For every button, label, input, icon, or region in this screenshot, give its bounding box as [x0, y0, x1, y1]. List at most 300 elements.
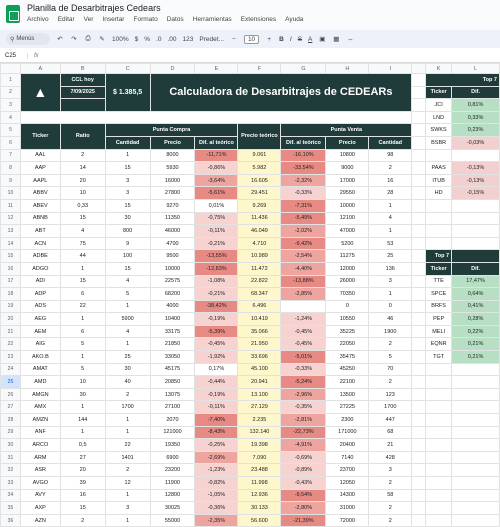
ratio-cell[interactable]: 22	[60, 300, 105, 313]
sell-qty-cell[interactable]: 136	[369, 262, 412, 275]
merge-icon[interactable]: ⇔	[347, 35, 354, 43]
col-header[interactable]: G	[281, 64, 326, 74]
row-header[interactable]: 24	[1, 363, 21, 376]
buy-qty-cell[interactable]: 3	[105, 502, 150, 515]
buy-price-cell[interactable]: 23200	[150, 464, 195, 477]
buy-qty-cell[interactable]: 12	[105, 477, 150, 490]
sell-diff-cell[interactable]: -13,88%	[281, 275, 326, 288]
buy-qty-cell[interactable]: 5900	[105, 313, 150, 326]
buy-diff-cell[interactable]: -0,44%	[195, 376, 238, 389]
theoretical-price-cell[interactable]: 22.822	[238, 275, 281, 288]
sell-qty-cell[interactable]: 123	[369, 388, 412, 401]
ratio-cell[interactable]: 20	[60, 464, 105, 477]
sell-qty-cell[interactable]: 1	[369, 288, 412, 301]
row-header[interactable]: 6	[1, 136, 21, 149]
sell-price-cell[interactable]: 13500	[326, 388, 369, 401]
ticker-cell[interactable]: AEM	[20, 325, 60, 338]
buy-qty-cell[interactable]: 2	[105, 388, 150, 401]
sell-price-cell[interactable]: 22050	[326, 338, 369, 351]
sell-diff-cell[interactable]: -4,91%	[281, 439, 326, 452]
corner-cell[interactable]	[1, 64, 21, 74]
buy-qty-cell[interactable]: 1	[105, 300, 150, 313]
buy-price-cell[interactable]: 46000	[150, 225, 195, 238]
sell-diff-cell[interactable]: -2,54%	[281, 250, 326, 263]
theoretical-price-cell[interactable]: 4.710	[238, 237, 281, 250]
buy-price-cell[interactable]: 5930	[150, 162, 195, 175]
sell-qty-cell[interactable]: 2	[369, 162, 412, 175]
sell-qty-cell[interactable]: 0	[369, 300, 412, 313]
theoretical-price-cell[interactable]: 45.100	[238, 363, 281, 376]
ticker-cell[interactable]: AMD	[20, 376, 60, 389]
sell-price-cell[interactable]: 72000	[326, 514, 369, 527]
theoretical-price-cell[interactable]: 13.100	[238, 388, 281, 401]
col-header[interactable]: K	[426, 64, 452, 74]
buy-qty-cell[interactable]: 1	[105, 426, 150, 439]
ratio-cell[interactable]: 6	[60, 325, 105, 338]
sell-price-cell[interactable]: 9000	[326, 162, 369, 175]
buy-qty-cell[interactable]: 40	[105, 376, 150, 389]
sell-price-cell[interactable]: 5200	[326, 237, 369, 250]
ticker-cell[interactable]: AAL	[20, 149, 60, 162]
buy-price-cell[interactable]: 45175	[150, 363, 195, 376]
sell-qty-cell[interactable]: 447	[369, 414, 412, 427]
ratio-cell[interactable]: 16	[60, 489, 105, 502]
buy-price-cell[interactable]: 55000	[150, 514, 195, 527]
row-header[interactable]: 22	[1, 338, 21, 351]
buy-diff-cell[interactable]: -3,64%	[195, 174, 238, 187]
buy-qty-cell[interactable]: 100	[105, 250, 150, 263]
ratio-cell[interactable]: 10	[60, 376, 105, 389]
buy-diff-cell[interactable]: -5,39%	[195, 325, 238, 338]
row-header[interactable]: 36	[1, 514, 21, 527]
row-header[interactable]: 20	[1, 313, 21, 326]
ticker-cell[interactable]: ARM	[20, 451, 60, 464]
buy-price-cell[interactable]: 27100	[150, 401, 195, 414]
ticker-cell[interactable]: ABNB	[20, 212, 60, 225]
buy-qty-cell[interactable]: 30	[105, 363, 150, 376]
more-formats-button[interactable]: 123	[182, 35, 194, 43]
sell-diff-cell[interactable]: -0,89%	[281, 464, 326, 477]
sell-diff-cell[interactable]: -0,45%	[281, 325, 326, 338]
buy-price-cell[interactable]: 30025	[150, 502, 195, 515]
buy-diff-cell[interactable]: -0,25%	[195, 439, 238, 452]
row-header[interactable]: 18	[1, 288, 21, 301]
ratio-cell[interactable]: 15	[60, 212, 105, 225]
ratio-cell[interactable]: 5	[60, 363, 105, 376]
name-box[interactable]: C25	[0, 53, 28, 59]
sell-diff-cell[interactable]: -1,24%	[281, 313, 326, 326]
buy-qty-cell[interactable]: 1	[105, 489, 150, 502]
italic-button[interactable]: I	[289, 35, 292, 43]
ratio-cell[interactable]: 6	[60, 288, 105, 301]
ratio-cell[interactable]: 15	[60, 275, 105, 288]
theoretical-price-cell[interactable]: 7.090	[238, 451, 281, 464]
ticker-cell[interactable]: AKO.B	[20, 351, 60, 364]
buy-diff-cell[interactable]: -1,23%	[195, 464, 238, 477]
sell-diff-cell[interactable]: -21,39%	[281, 514, 326, 527]
theoretical-price-cell[interactable]: 6.496	[238, 300, 281, 313]
buy-price-cell[interactable]: 12800	[150, 489, 195, 502]
buy-diff-cell[interactable]: -38,42%	[195, 300, 238, 313]
sell-price-cell[interactable]: 171000	[326, 426, 369, 439]
text-color-button[interactable]: A	[308, 35, 313, 43]
undo-icon[interactable]: ↶	[57, 36, 63, 43]
plus-icon[interactable]: +	[267, 35, 272, 43]
row-header[interactable]: 3	[1, 99, 21, 112]
buy-diff-cell[interactable]: -2,35%	[195, 514, 238, 527]
buy-diff-cell[interactable]: -1,92%	[195, 351, 238, 364]
sell-price-cell[interactable]: 35475	[326, 351, 369, 364]
buy-price-cell[interactable]: 4700	[150, 237, 195, 250]
buy-price-cell[interactable]: 13075	[150, 388, 195, 401]
ratio-cell[interactable]: 2	[60, 514, 105, 527]
buy-qty-cell[interactable]: 4	[105, 325, 150, 338]
buy-qty-cell[interactable]: 3	[105, 187, 150, 200]
sell-diff-cell[interactable]: -2,02%	[281, 225, 326, 238]
ticker-cell[interactable]: AVY	[20, 489, 60, 502]
theoretical-price-cell[interactable]: 27.129	[238, 401, 281, 414]
ticker-cell[interactable]: ARCO	[20, 439, 60, 452]
sell-diff-cell[interactable]: -22,73%	[281, 426, 326, 439]
buy-diff-cell[interactable]: -13,55%	[195, 250, 238, 263]
sell-qty-cell[interactable]: 1900	[369, 325, 412, 338]
row-header[interactable]: 30	[1, 439, 21, 452]
buy-price-cell[interactable]: 16000	[150, 174, 195, 187]
menu-extensiones[interactable]: Extensiones	[240, 16, 277, 23]
buy-price-cell[interactable]: 9500	[150, 250, 195, 263]
buy-diff-cell[interactable]: 0,01%	[195, 199, 238, 212]
bold-button[interactable]: B	[279, 35, 284, 43]
sell-price-cell[interactable]: 12100	[326, 212, 369, 225]
ticker-cell[interactable]: AMGN	[20, 388, 60, 401]
zoom-select[interactable]: 100%	[112, 35, 129, 43]
row-header[interactable]: 25	[1, 376, 21, 389]
sell-diff-cell[interactable]: -2,85%	[281, 288, 326, 301]
buy-price-cell[interactable]: 11900	[150, 477, 195, 490]
buy-qty-cell[interactable]: 1401	[105, 451, 150, 464]
sell-price-cell[interactable]: 27225	[326, 401, 369, 414]
sell-price-cell[interactable]: 14300	[326, 489, 369, 502]
col-header[interactable]: I	[369, 64, 412, 74]
col-header[interactable]: B	[60, 64, 105, 74]
ratio-cell[interactable]: 1	[60, 313, 105, 326]
ticker-cell[interactable]: ACN	[20, 237, 60, 250]
buy-price-cell[interactable]: 6900	[150, 451, 195, 464]
buy-diff-cell[interactable]: -8,43%	[195, 426, 238, 439]
buy-qty-cell[interactable]: 22	[105, 439, 150, 452]
row-header[interactable]: 32	[1, 464, 21, 477]
fill-color-icon[interactable]: ▣	[319, 36, 326, 43]
sell-diff-cell[interactable]: -0,33%	[281, 187, 326, 200]
buy-price-cell[interactable]: 19350	[150, 439, 195, 452]
ticker-cell[interactable]: AIG	[20, 338, 60, 351]
sell-price-cell[interactable]: 11275	[326, 250, 369, 263]
buy-diff-cell[interactable]: -0,36%	[195, 502, 238, 515]
theoretical-price-cell[interactable]: 46.049	[238, 225, 281, 238]
sell-price-cell[interactable]: 10550	[326, 313, 369, 326]
theoretical-price-cell[interactable]: 9.061	[238, 149, 281, 162]
sell-qty-cell[interactable]: 428	[369, 451, 412, 464]
buy-qty-cell[interactable]: 1	[105, 414, 150, 427]
document-title[interactable]: Planilla de Desarbitrajes Cedears	[27, 3, 161, 13]
theoretical-price-cell[interactable]: 68.347	[238, 288, 281, 301]
row-header[interactable]: 27	[1, 401, 21, 414]
redo-icon[interactable]: ↷	[71, 36, 77, 43]
row-header[interactable]: 12	[1, 212, 21, 225]
sell-diff-cell[interactable]: -2,81%	[281, 414, 326, 427]
sell-price-cell[interactable]: 17000	[326, 174, 369, 187]
menu-search[interactable]	[6, 33, 50, 45]
sell-diff-cell[interactable]: -16,10%	[281, 149, 326, 162]
buy-qty-cell[interactable]: 1	[105, 149, 150, 162]
theoretical-price-cell[interactable]: 35.066	[238, 325, 281, 338]
col-header[interactable]: H	[326, 64, 369, 74]
buy-diff-cell[interactable]: -1,05%	[195, 489, 238, 502]
buy-price-cell[interactable]: 10000	[150, 262, 195, 275]
sell-diff-cell[interactable]: -33,54%	[281, 162, 326, 175]
ticker-cell[interactable]: ADGO	[20, 262, 60, 275]
buy-diff-cell[interactable]: -12,83%	[195, 262, 238, 275]
theoretical-price-cell[interactable]: 23.488	[238, 464, 281, 477]
ticker-cell[interactable]: ADBE	[20, 250, 60, 263]
sell-price-cell[interactable]: 10000	[326, 199, 369, 212]
buy-diff-cell[interactable]: -2,69%	[195, 451, 238, 464]
sell-diff-cell[interactable]: -7,31%	[281, 199, 326, 212]
theoretical-price-cell[interactable]: 9.269	[238, 199, 281, 212]
row-header[interactable]: 31	[1, 451, 21, 464]
sell-qty-cell[interactable]: 68	[369, 426, 412, 439]
buy-diff-cell[interactable]: -0,86%	[195, 162, 238, 175]
theoretical-price-cell[interactable]: 11.472	[238, 262, 281, 275]
buy-diff-cell[interactable]: 0,17%	[195, 363, 238, 376]
buy-qty-cell[interactable]: 800	[105, 225, 150, 238]
buy-diff-cell[interactable]: -0,11%	[195, 401, 238, 414]
buy-qty-cell[interactable]: 9	[105, 237, 150, 250]
buy-diff-cell[interactable]: -7,40%	[195, 414, 238, 427]
row-header[interactable]: 33	[1, 477, 21, 490]
sell-price-cell[interactable]: 23700	[326, 464, 369, 477]
buy-qty-cell[interactable]: 2	[105, 464, 150, 477]
sell-qty-cell[interactable]: 16	[369, 174, 412, 187]
buy-price-cell[interactable]: 22575	[150, 275, 195, 288]
col-header[interactable]: A	[20, 64, 60, 74]
buy-qty-cell[interactable]: 25	[105, 351, 150, 364]
theoretical-price-cell[interactable]: 11.436	[238, 212, 281, 225]
sell-qty-cell[interactable]: 70	[369, 363, 412, 376]
buy-price-cell[interactable]: 21850	[150, 338, 195, 351]
sell-qty-cell[interactable]: 25	[369, 250, 412, 263]
ticker-cell[interactable]: AZN	[20, 514, 60, 527]
buy-price-cell[interactable]: 2070	[150, 414, 195, 427]
theoretical-price-cell[interactable]: 11.998	[238, 477, 281, 490]
buy-qty-cell[interactable]: 3	[105, 174, 150, 187]
buy-price-cell[interactable]: 11350	[150, 212, 195, 225]
ticker-cell[interactable]: AAP	[20, 162, 60, 175]
row-header[interactable]: 23	[1, 351, 21, 364]
theoretical-price-cell[interactable]: 10.989	[238, 250, 281, 263]
sell-price-cell[interactable]: 35225	[326, 325, 369, 338]
ratio-cell[interactable]: 15	[60, 502, 105, 515]
ratio-cell[interactable]: 10	[60, 187, 105, 200]
theoretical-price-cell[interactable]: 20.941	[238, 376, 281, 389]
ticker-cell[interactable]: AXP	[20, 502, 60, 515]
theoretical-price-cell[interactable]: 2.235	[238, 414, 281, 427]
col-header[interactable]: E	[195, 64, 238, 74]
row-header[interactable]: 10	[1, 187, 21, 200]
sell-qty-cell[interactable]: 4	[369, 212, 412, 225]
col-header[interactable]	[412, 64, 426, 74]
row-header[interactable]: 2	[1, 86, 21, 99]
ratio-cell[interactable]: 0,5	[60, 439, 105, 452]
ratio-cell[interactable]: 1	[60, 351, 105, 364]
col-header[interactable]: F	[238, 64, 281, 74]
row-header[interactable]: 29	[1, 426, 21, 439]
sell-price-cell[interactable]: 26000	[326, 275, 369, 288]
currency-button[interactable]: $	[134, 35, 139, 43]
sell-qty-cell[interactable]: 28	[369, 187, 412, 200]
ratio-cell[interactable]: 1	[60, 426, 105, 439]
ratio-cell[interactable]: 39	[60, 477, 105, 490]
menu-insertar[interactable]: Insertar	[102, 16, 125, 23]
sell-diff-cell[interactable]: -0,33%	[281, 363, 326, 376]
buy-qty-cell[interactable]: 15	[105, 199, 150, 212]
ticker-cell[interactable]: AVGO	[20, 477, 60, 490]
buy-price-cell[interactable]: 68200	[150, 288, 195, 301]
buy-diff-cell[interactable]: -0,75%	[195, 212, 238, 225]
buy-diff-cell[interactable]: -5,61%	[195, 187, 238, 200]
ratio-cell[interactable]: 2	[60, 149, 105, 162]
sheets-logo-icon[interactable]	[6, 5, 20, 23]
sell-price-cell[interactable]: 45250	[326, 363, 369, 376]
row-header[interactable]: 4	[1, 111, 21, 124]
row-header[interactable]: 26	[1, 388, 21, 401]
buy-qty-cell[interactable]: 15	[105, 262, 150, 275]
minus-icon[interactable]: −	[232, 35, 236, 43]
theoretical-price-cell[interactable]: 29.451	[238, 187, 281, 200]
row-header[interactable]: 34	[1, 489, 21, 502]
sell-price-cell[interactable]: 0	[326, 300, 369, 313]
menu-editar[interactable]: Editar	[57, 16, 75, 23]
sell-price-cell[interactable]: 70350	[326, 288, 369, 301]
sell-diff-cell[interactable]: -0,45%	[281, 338, 326, 351]
sell-price-cell[interactable]: 29550	[326, 187, 369, 200]
ticker-cell[interactable]: ANF	[20, 426, 60, 439]
sell-diff-cell[interactable]: -5,01%	[281, 351, 326, 364]
ticker-cell[interactable]: ABT	[20, 225, 60, 238]
sell-diff-cell[interactable]: -9,42%	[281, 237, 326, 250]
sell-diff-cell[interactable]	[281, 300, 326, 313]
ratio-cell[interactable]: 5	[60, 338, 105, 351]
sell-qty-cell[interactable]: 98	[369, 149, 412, 162]
sell-qty-cell[interactable]: 2	[369, 477, 412, 490]
col-header[interactable]: D	[150, 64, 195, 74]
sell-diff-cell[interactable]: -0,43%	[281, 477, 326, 490]
sell-qty-cell[interactable]: 2	[369, 376, 412, 389]
sell-qty-cell[interactable]: 46	[369, 313, 412, 326]
row-header[interactable]: 9	[1, 174, 21, 187]
buy-price-cell[interactable]: 33050	[150, 351, 195, 364]
buy-diff-cell[interactable]: -0,19%	[195, 313, 238, 326]
theoretical-price-cell[interactable]: 30.133	[238, 502, 281, 515]
row-header[interactable]: 16	[1, 262, 21, 275]
buy-price-cell[interactable]: 4000	[150, 300, 195, 313]
sell-price-cell[interactable]: 12000	[326, 262, 369, 275]
buy-qty-cell[interactable]: 1	[105, 338, 150, 351]
buy-diff-cell[interactable]: -0,11%	[195, 225, 238, 238]
buy-diff-cell[interactable]: -0,19%	[195, 388, 238, 401]
decrease-decimal-button[interactable]: .0	[156, 35, 162, 43]
paint-format-icon[interactable]: ✎	[99, 36, 105, 43]
sell-qty-cell[interactable]: 1700	[369, 401, 412, 414]
ratio-cell[interactable]: 144	[60, 414, 105, 427]
ratio-cell[interactable]: 4	[60, 225, 105, 238]
buy-price-cell[interactable]: 8000	[150, 149, 195, 162]
buy-qty-cell[interactable]: 4	[105, 275, 150, 288]
sell-diff-cell[interactable]: -5,24%	[281, 376, 326, 389]
font-size-input[interactable]: 10	[244, 35, 259, 44]
row-header[interactable]: 15	[1, 250, 21, 263]
buy-diff-cell[interactable]: -0,21%	[195, 288, 238, 301]
row-header[interactable]: 8	[1, 162, 21, 175]
ticker-cell[interactable]: AAPL	[20, 174, 60, 187]
theoretical-price-cell[interactable]: 10.419	[238, 313, 281, 326]
sell-diff-cell[interactable]: -4,40%	[281, 262, 326, 275]
row-header[interactable]: 14	[1, 237, 21, 250]
sell-qty-cell[interactable]: 58	[369, 489, 412, 502]
buy-diff-cell[interactable]: -1,08%	[195, 275, 238, 288]
menu-formato[interactable]: Formato	[133, 16, 158, 23]
buy-qty-cell[interactable]: 5	[105, 288, 150, 301]
sell-diff-cell[interactable]: -0,69%	[281, 451, 326, 464]
menu-herramientas[interactable]: Herramientas	[192, 16, 232, 23]
sell-diff-cell[interactable]: -2,32%	[281, 174, 326, 187]
strikethrough-button[interactable]: S	[297, 35, 303, 43]
sell-price-cell[interactable]: 2300	[326, 414, 369, 427]
menu-ayuda[interactable]: Ayuda	[285, 16, 304, 23]
buy-qty-cell[interactable]: 15	[105, 162, 150, 175]
buy-diff-cell[interactable]: -0,21%	[195, 237, 238, 250]
row-header[interactable]: 28	[1, 414, 21, 427]
sell-qty-cell[interactable]: 2	[369, 514, 412, 527]
sell-qty-cell[interactable]: 3	[369, 464, 412, 477]
buy-price-cell[interactable]: 20850	[150, 376, 195, 389]
sell-price-cell[interactable]: 10800	[326, 149, 369, 162]
sell-qty-cell[interactable]: 3	[369, 275, 412, 288]
buy-price-cell[interactable]: 33175	[150, 325, 195, 338]
ratio-cell[interactable]: 44	[60, 250, 105, 263]
ratio-cell[interactable]: 30	[60, 388, 105, 401]
theoretical-price-cell[interactable]: 33.696	[238, 351, 281, 364]
ratio-cell[interactable]: 1	[60, 401, 105, 414]
buy-price-cell[interactable]: 10400	[150, 313, 195, 326]
theoretical-price-cell[interactable]: 21.950	[238, 338, 281, 351]
buy-diff-cell[interactable]: -0,82%	[195, 477, 238, 490]
row-header[interactable]: 13	[1, 225, 21, 238]
ticker-cell[interactable]: ABBV	[20, 187, 60, 200]
ratio-cell[interactable]: 27	[60, 451, 105, 464]
print-icon[interactable]: ⎙	[85, 35, 91, 42]
row-header[interactable]: 11	[1, 199, 21, 212]
sell-qty-cell[interactable]: 5	[369, 351, 412, 364]
increase-decimal-button[interactable]: .00	[167, 35, 177, 43]
buy-price-cell[interactable]: 9270	[150, 199, 195, 212]
row-header[interactable]: 19	[1, 300, 21, 313]
font-select[interactable]: Predet...	[199, 35, 224, 43]
sell-price-cell[interactable]: 7140	[326, 451, 369, 464]
row-header[interactable]: 7	[1, 149, 21, 162]
sell-price-cell[interactable]: 47000	[326, 225, 369, 238]
sell-price-cell[interactable]: 20400	[326, 439, 369, 452]
